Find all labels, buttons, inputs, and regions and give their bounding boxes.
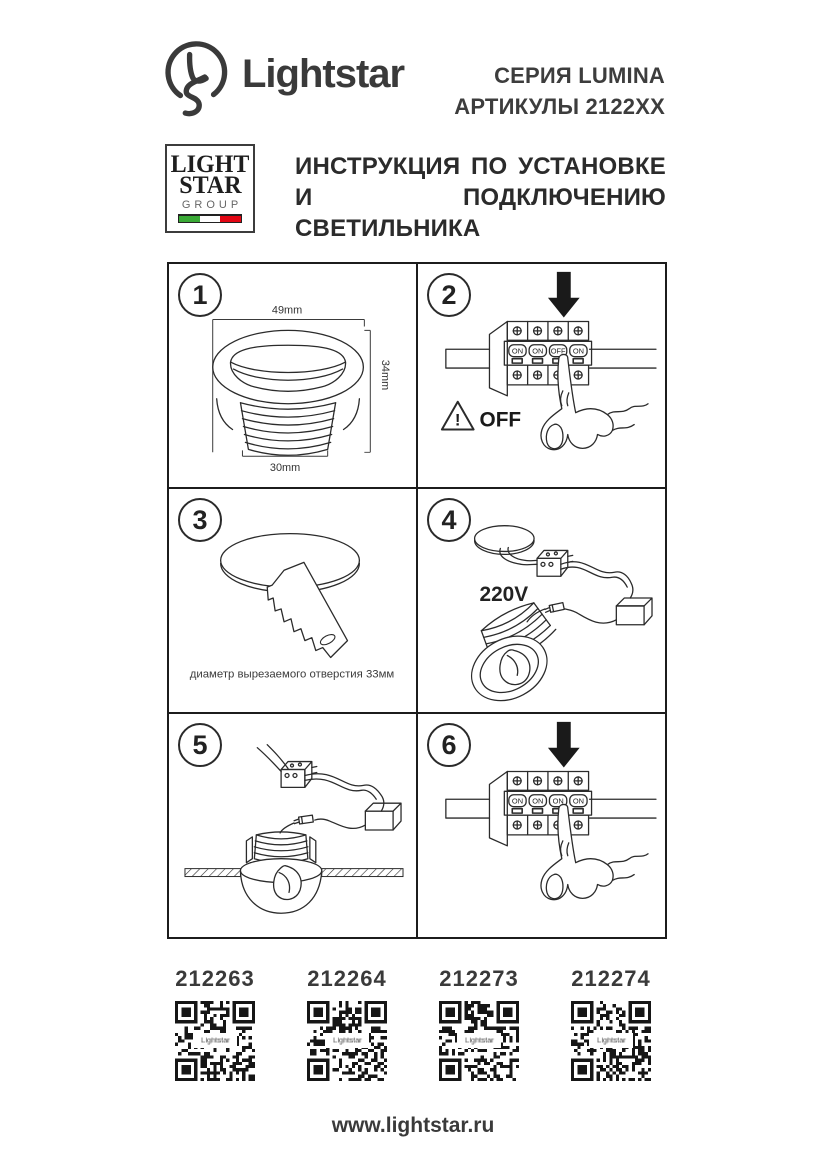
qr-code: [175, 1001, 255, 1081]
qr-item: [295, 966, 399, 1081]
series-title: СЕРИЯ LUMINA: [494, 63, 665, 88]
voltage-label: 220V: [479, 582, 529, 606]
step-2-cell: [418, 264, 667, 489]
hand-pointing-icon: [541, 804, 648, 899]
ceiling-disc: [475, 526, 534, 555]
article-number: 212264: [307, 966, 387, 991]
svg-text:ON: ON: [552, 796, 564, 806]
website-url: www.lightstar.ru: [331, 1114, 495, 1137]
hole-diameter-caption: диаметр вырезаемого отверстия 33мм: [189, 668, 395, 681]
dim-height-label: 34mm: [379, 359, 392, 391]
mains-wires: [561, 562, 633, 598]
italian-flag-stripe: [178, 214, 242, 223]
switch-labels: [509, 795, 587, 807]
steps-grid: [167, 262, 667, 939]
hand-pointing-icon: [541, 354, 648, 449]
svg-text:ON: ON: [511, 346, 524, 356]
dim-width-label: 49mm: [271, 304, 303, 317]
qr-code: [571, 1001, 651, 1081]
switch-labels: [509, 345, 587, 357]
logo-word-group: GROUP: [181, 199, 243, 211]
qr-item: [559, 966, 663, 1081]
switch-windows: [512, 809, 583, 813]
svg-text:ON: ON: [572, 346, 585, 356]
article-number: 212273: [439, 966, 519, 991]
qr-row: [163, 966, 663, 1081]
step-4-badge: 4: [427, 498, 471, 542]
breaker-panel: [446, 771, 656, 845]
series-block: [454, 60, 665, 122]
svg-text:ON: ON: [532, 796, 544, 806]
title-line-1: ИНСТРУКЦИЯ ПО УСТАНОВКЕ: [295, 153, 666, 180]
dim-base-label: 30mm: [269, 462, 301, 475]
driver-output-wire: [565, 609, 617, 623]
logo-word-light: LIGHT: [170, 151, 250, 178]
svg-text:ON: ON: [572, 796, 585, 806]
down-arrow-icon: [548, 722, 580, 768]
qr-code: [439, 1001, 519, 1081]
step-3-cell: [169, 489, 418, 714]
fixture-drawing: [213, 330, 364, 455]
article-number: 212263: [175, 966, 255, 991]
qr-item: [163, 966, 267, 1081]
brand-wordmark: Lightstar: [242, 52, 405, 96]
mains-wires: [305, 774, 384, 811]
driver-output-wire: [315, 819, 366, 828]
connector-plug: [294, 815, 314, 824]
step-5-badge: 5: [178, 723, 222, 767]
title-line-2: И ПОДКЛЮЧЕНИЮ СВЕТИЛЬНИКА: [295, 184, 666, 242]
svg-text:ON: ON: [511, 796, 524, 806]
lightstar-group-logo: [165, 144, 255, 233]
svg-text:!: !: [454, 410, 461, 430]
down-arrow-icon: [548, 272, 580, 318]
page-title: [295, 151, 666, 244]
warning-off-label: OFF: [479, 408, 522, 432]
qr-code: [307, 1001, 387, 1081]
terminal-block: [537, 550, 573, 576]
installed-fixture: [185, 832, 403, 913]
step-3-badge: 3: [178, 498, 222, 542]
svg-text:OFF: OFF: [550, 346, 566, 356]
step-4-cell: [418, 489, 667, 714]
fixture-3d: [460, 596, 558, 712]
disc-and-saw: [221, 534, 360, 658]
step-1-cell: [169, 264, 418, 489]
step-6-cell: [418, 714, 667, 939]
breaker-panel: [446, 321, 656, 395]
step-5-cell: [169, 714, 418, 939]
connector-plug: [544, 603, 564, 614]
step-1-badge: 1: [178, 273, 222, 317]
qr-item: [427, 966, 531, 1081]
driver-box: [616, 598, 652, 625]
step-2-badge: 2: [427, 273, 471, 317]
warning-icon: [442, 402, 474, 430]
articles-line: АРТИКУЛЫ 2122XX: [454, 94, 665, 119]
switch-windows: [512, 359, 583, 363]
svg-text:ON: ON: [532, 346, 544, 356]
step-6-badge: 6: [427, 723, 471, 767]
logo-word-star: STAR: [178, 172, 242, 199]
lightstar-bulb-icon: [158, 34, 236, 120]
article-number: 212274: [571, 966, 651, 991]
